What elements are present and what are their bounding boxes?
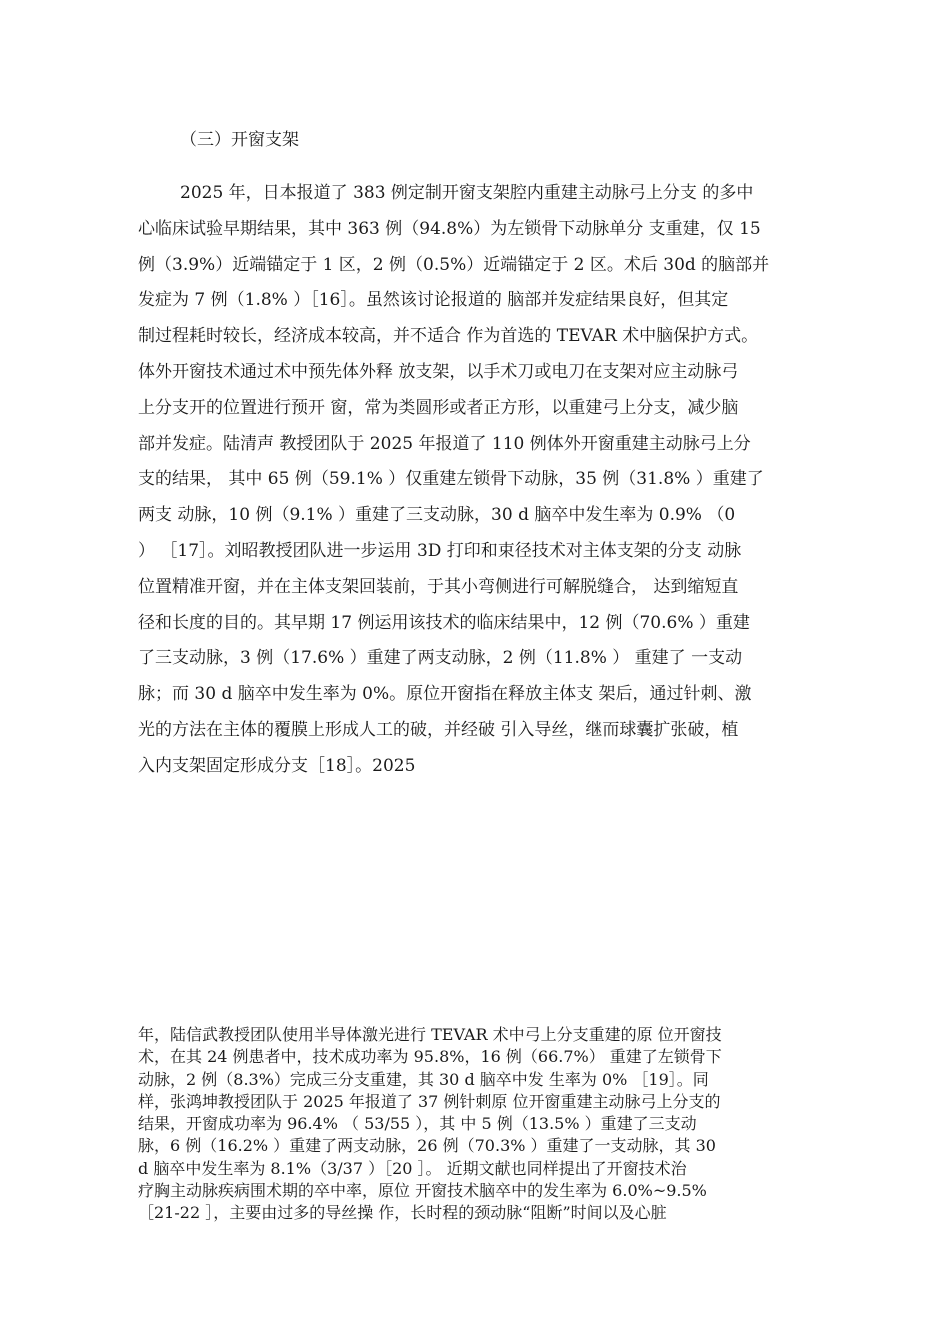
text-line: ［21-22 ］，主要由过多的导丝操 作，长时程的颈动脉“阻断”时间以及心脏 bbox=[138, 1203, 667, 1223]
section-heading: （三）开窗支架 bbox=[180, 130, 299, 150]
text-line: 了三支动脉，3 例（17.6% ）重建了两支动脉，2 例（11.8% ） 重建了 一支动 bbox=[138, 648, 743, 669]
text-line: 上分支开的位置进行预开 窗，常为类圆形或者正方形，以重建弓上分支，减少脑 bbox=[138, 397, 739, 418]
text-line: 脉，6 例（16.2% ）重建了两支动脉，26 例（70.3% ）重建了一支动脉，其 30 bbox=[138, 1136, 716, 1156]
text-line: 径和长度的目的。其早期 17 例运用该技术的临床结果中，12 例（70.6% ）重建 bbox=[138, 612, 750, 633]
text-line: 疗胸主动脉疾病围术期的卒中率，原位 开窗技术脑卒中的发生率为 6.0%~9.5% bbox=[138, 1181, 707, 1201]
text-line: 年，陆信武教授团队使用半导体激光进行 TEVAR 术中弓上分支重建的原 位开窗技 bbox=[138, 1025, 722, 1044]
text-line: 结果，开窗成功率为 96.4% （ 53/55 ），其 中 5 例（13.5% ）重建了三支动 bbox=[138, 1114, 697, 1134]
text-line: 动脉，2 例（8.3%）完成三分支重建，其 30 d 脑卒中发 生率为 0% ［19］。同 bbox=[138, 1069, 709, 1089]
text-line: 部并发症。陆清声 教授团队于 2025 年报道了 110 例体外开窗重建主动脉弓上分 bbox=[138, 433, 751, 454]
paragraph-wide-spacing bbox=[138, 176, 828, 785]
text-line: 体外开窗技术通过术中预先体外释 放支架，以手术刀或电刀在支架对应主动脉弓 bbox=[138, 361, 739, 382]
text-line: 术，在其 24 例患者中，技术成功率为 95.8%，16 例（66.7%） 重建了左锁骨下 bbox=[138, 1047, 722, 1067]
text-line: 样，张鸿坤教授团队于 2025 年报道了 37 例针刺原 位开窗重建主动脉弓上分支的 bbox=[138, 1091, 721, 1111]
text-line: ） ［17］。刘昭教授团队进一步运用 3D 打印和束径技术对主体支架的分支 动脉 bbox=[138, 540, 742, 561]
text-line: 2025 年，日本报道了 383 例定制开窗支架腔内重建主动脉弓上分支 的多中 bbox=[180, 183, 754, 203]
text-line: 两支 动脉，10 例（9.1% ）重建了三支动脉，30 d 脑卒中发生率为 0.9% （0 bbox=[138, 505, 736, 526]
text-line: 脉；而 30 d 脑卒中发生率为 0%。原位开窗指在释放主体支 架后，通过针刺、激 bbox=[138, 684, 752, 705]
text-line: 光的方法在主体的覆膜上形成人工的破，并经破 引入导丝，继而球囊扩张破，植 bbox=[138, 719, 739, 740]
paragraph-dense-spacing bbox=[138, 1024, 838, 1225]
text-line: d 脑卒中发生率为 8.1%（3/37 ）［20 ］。 近期文献也同样提出了开窗技术治 bbox=[138, 1158, 687, 1178]
text-line: 入内支架固定形成分支［18］。2025 bbox=[138, 755, 416, 776]
text-line: 发症为 7 例（1.8% ）［16］。虽然该讨论报道的 脑部并发症结果良好，但其定 bbox=[138, 290, 729, 311]
text-line: 例（3.9%）近端锚定于 1 区，2 例（0.5%）近端锚定于 2 区。术后 30d 的脑部并 bbox=[138, 254, 770, 275]
text-line: 心临床试验早期结果，其中 363 例（94.8%）为左锁骨下动脉单分 支重建，仅 15 bbox=[138, 218, 761, 239]
text-line: 位置精准开窗，并在主体支架回装前，于其小弯侧进行可解脱缝合， 达到缩短直 bbox=[138, 576, 739, 597]
text-line: 支的结果， 其中 65 例（59.1% ）仅重建左锁骨下动脉，35 例（31.8% ）重建了 bbox=[138, 469, 764, 490]
text-line: 制过程耗时较长，经济成本较高，并不适合 作为首选的 TEVAR 术中脑保护方式。 bbox=[138, 326, 759, 347]
